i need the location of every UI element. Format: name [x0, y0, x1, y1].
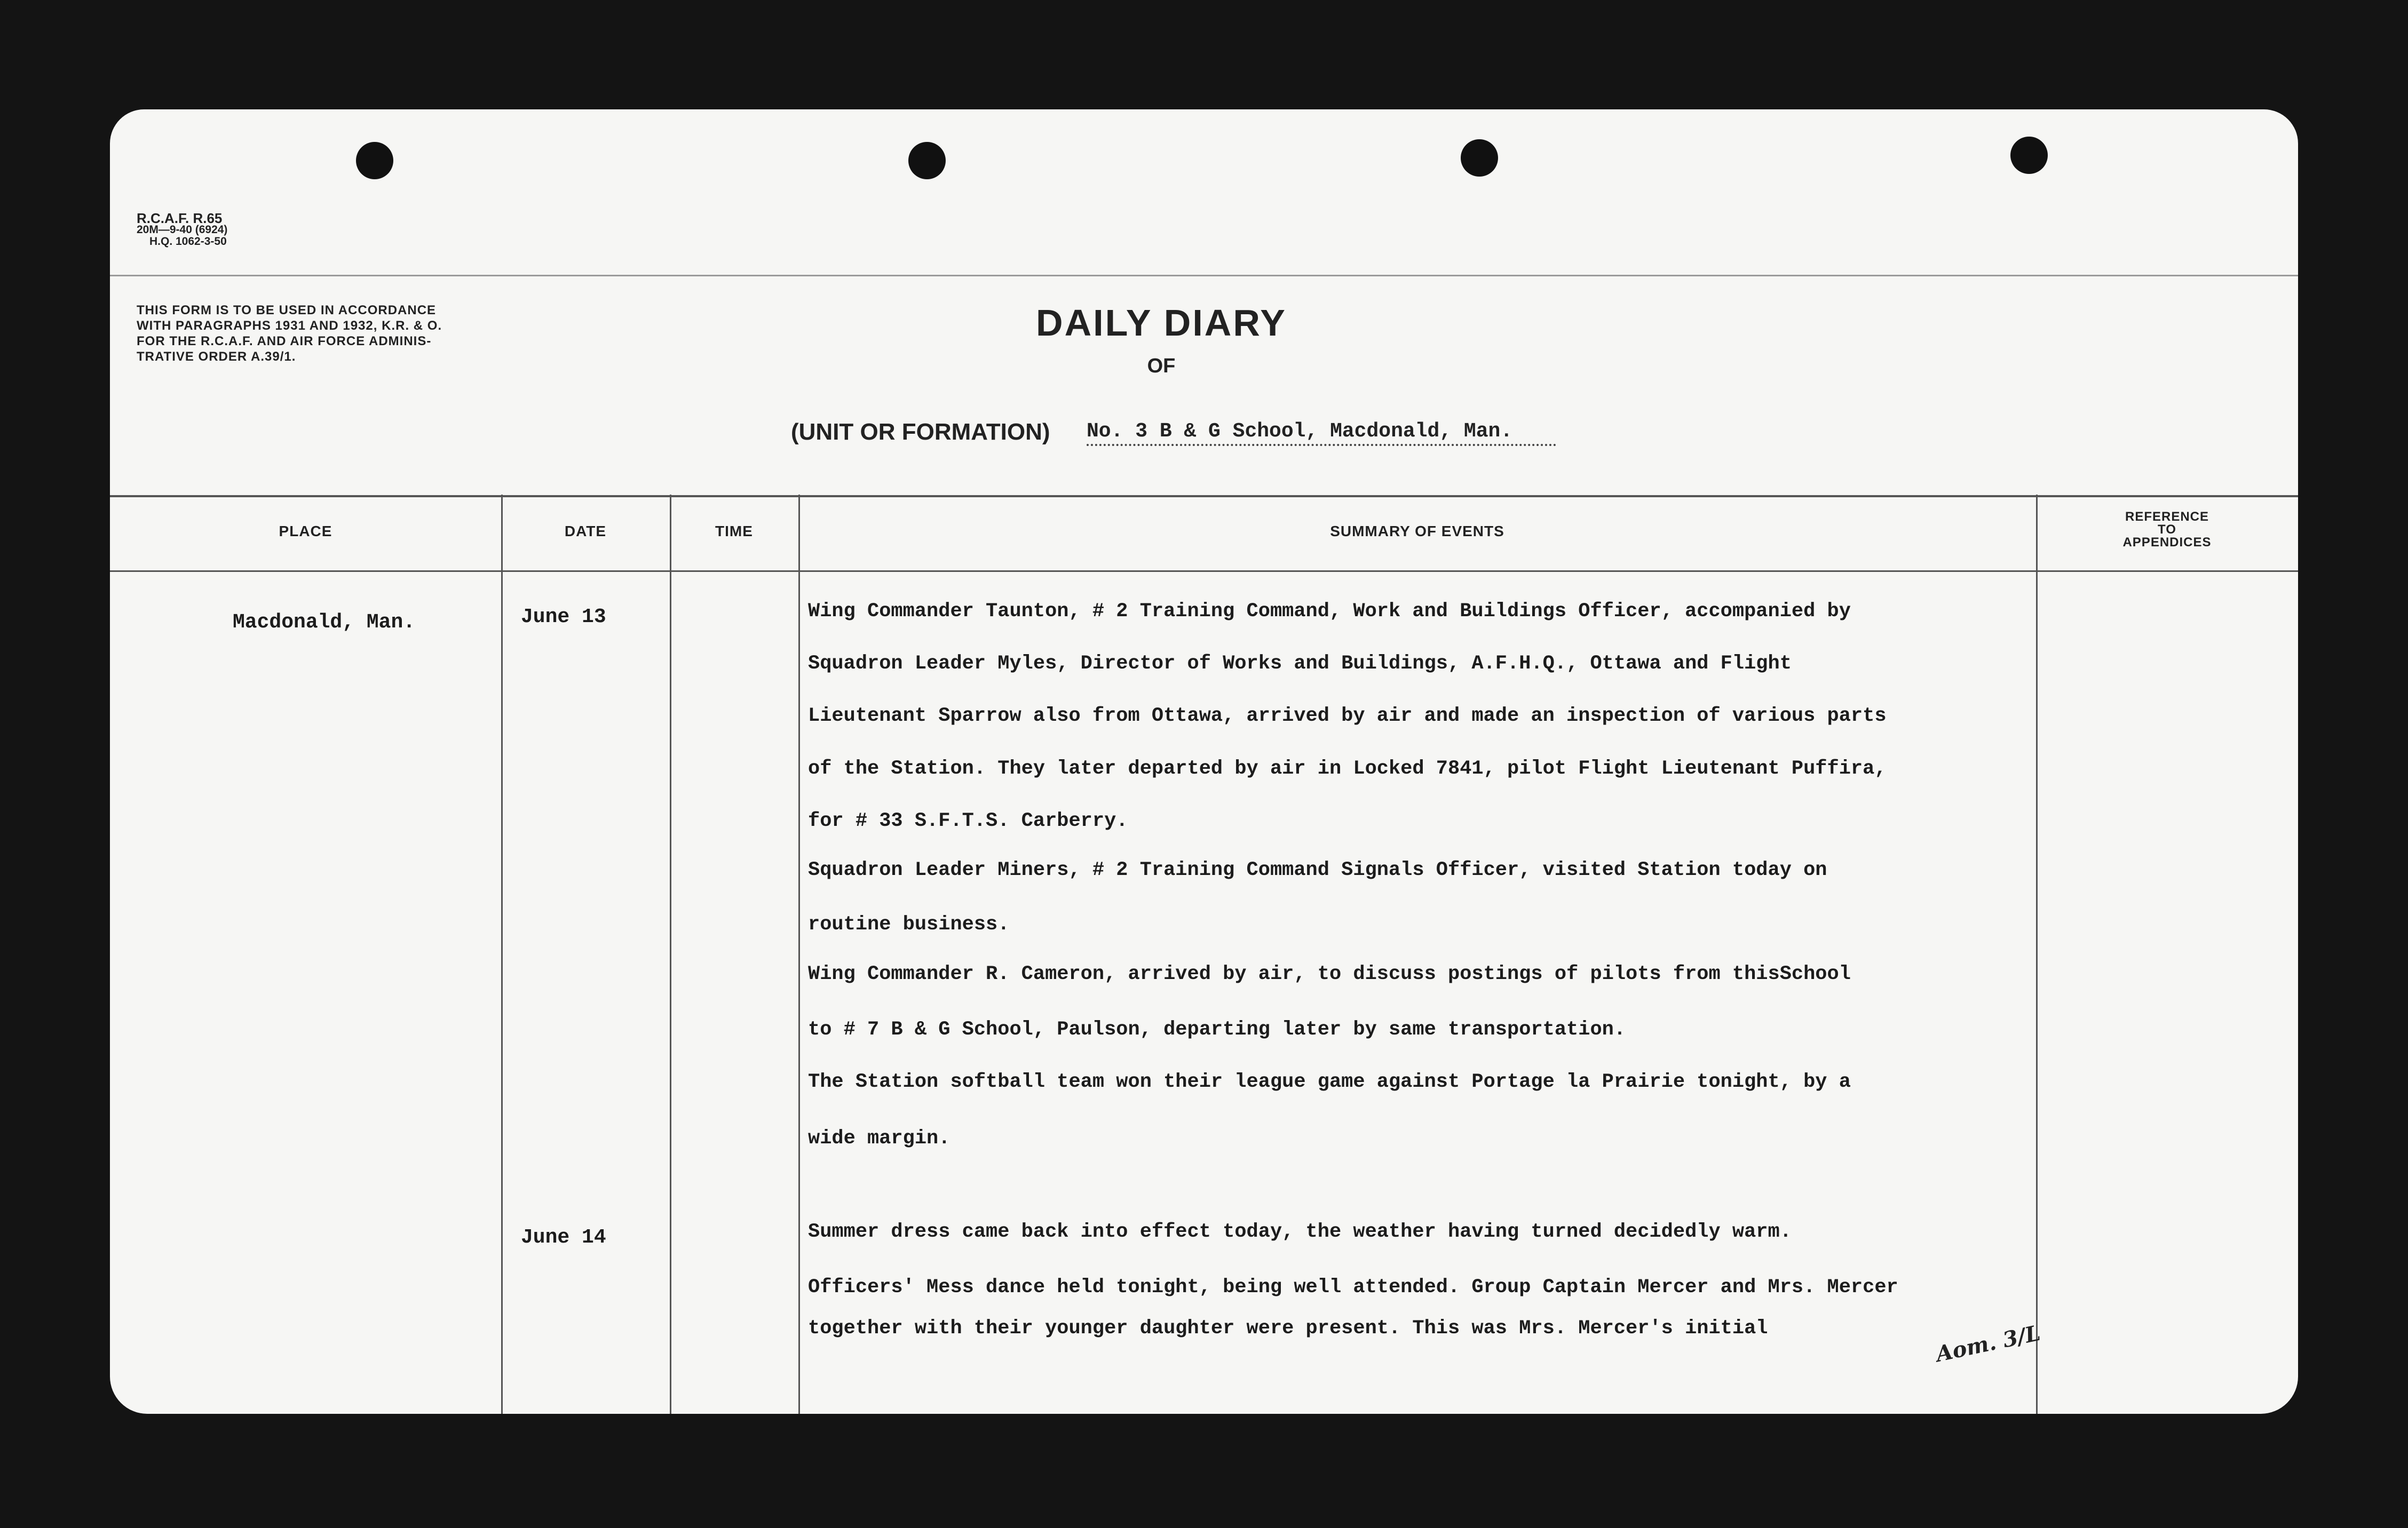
table-top-border	[110, 495, 2298, 497]
header-bottom-border	[110, 570, 2298, 572]
summary-line: for # 33 S.F.T.S. Carberry.	[808, 810, 1128, 832]
column-header-place: PLACE	[279, 523, 332, 539]
instructions-line: THIS FORM IS TO BE USED IN ACCORDANCE	[137, 303, 437, 317]
column-divider	[798, 495, 800, 1414]
column-divider	[670, 495, 671, 1414]
diary-form-card	[110, 109, 2298, 1414]
date-entry: June 14	[521, 1226, 606, 1249]
form-number-line: H.Q. 1062-3-50	[149, 235, 227, 248]
column-header-reference	[2036, 511, 2298, 549]
summary-line: Squadron Leader Myles, Director of Works and Buildings, A.F.H.Q., Ottawa and Flight	[808, 652, 1792, 675]
column-header-time: TIME	[715, 523, 753, 539]
summary-line: wide margin.	[808, 1127, 950, 1150]
handwritten-initials: Aom. 3/L	[1934, 1320, 2043, 1367]
reference-header-line: TO	[2158, 522, 2176, 537]
punch-hole	[1461, 139, 1498, 177]
instructions-line: TRATIVE ORDER A.39/1.	[137, 349, 296, 364]
instructions-line: FOR THE R.C.A.F. AND AIR FORCE ADMINIS-	[137, 334, 432, 348]
reference-header-line: REFERENCE	[2125, 510, 2209, 524]
summary-line: Wing Commander Taunton, # 2 Training Command, Work and Buildings Officer, accompanied by	[808, 600, 1851, 623]
punch-hole	[356, 142, 393, 179]
summary-line: Lieutenant Sparrow also from Ottawa, arrived by air and made an inspection of various parts	[808, 705, 1887, 727]
unit-label: (UNIT OR FORMATION)	[791, 419, 1050, 445]
summary-line: Wing Commander R. Cameron, arrived by air, to discuss postings of pilots from thisSchool	[808, 963, 1851, 985]
form-number-line: R.C.A.F. R.65	[137, 210, 223, 226]
reference-header-line: APPENDICES	[2122, 535, 2212, 550]
title-of: OF	[1147, 355, 1176, 377]
summary-line: Officers' Mess dance held tonight, being well attended. Group Captain Mercer and Mrs. Mercer	[808, 1276, 1898, 1299]
unit-value: No. 3 B & G School, Macdonald, Man.	[1087, 420, 1556, 446]
summary-line: Summer dress came back into effect today, the weather having turned decidedly warm.	[808, 1221, 1792, 1243]
column-divider	[501, 495, 503, 1414]
summary-line: together with their younger daughter were present. This was Mrs. Mercer's initial	[808, 1317, 1768, 1340]
punch-hole	[908, 142, 946, 179]
punch-hole	[2010, 137, 2048, 174]
column-divider	[2036, 495, 2038, 1414]
column-header-summary: SUMMARY OF EVENTS	[1330, 523, 1504, 539]
page-title: DAILY DIARY	[1036, 302, 1287, 344]
place-entry: Macdonald, Man.	[233, 611, 416, 634]
instructions-line: WITH PARAGRAPHS 1931 AND 1932, K.R. & O.	[137, 319, 442, 333]
divider	[110, 275, 2298, 276]
date-entry: June 13	[521, 606, 606, 628]
form-number	[137, 212, 227, 248]
summary-line: to # 7 B & G School, Paulson, departing later by same transportation.	[808, 1018, 1626, 1041]
summary-line: routine business.	[808, 913, 1010, 936]
summary-line: The Station softball team won their league game against Portage la Prairie tonight, by a	[808, 1071, 1851, 1093]
column-header-date: DATE	[564, 523, 607, 539]
form-number-line: 20M—9-40 (6924)	[137, 224, 228, 236]
form-instructions	[137, 303, 564, 364]
summary-line: of the Station. They later departed by air in Locked 7841, pilot Flight Lieutenant Puffira,	[808, 758, 1887, 780]
summary-line: Squadron Leader Miners, # 2 Training Command Signals Officer, visited Station today on	[808, 859, 1827, 881]
